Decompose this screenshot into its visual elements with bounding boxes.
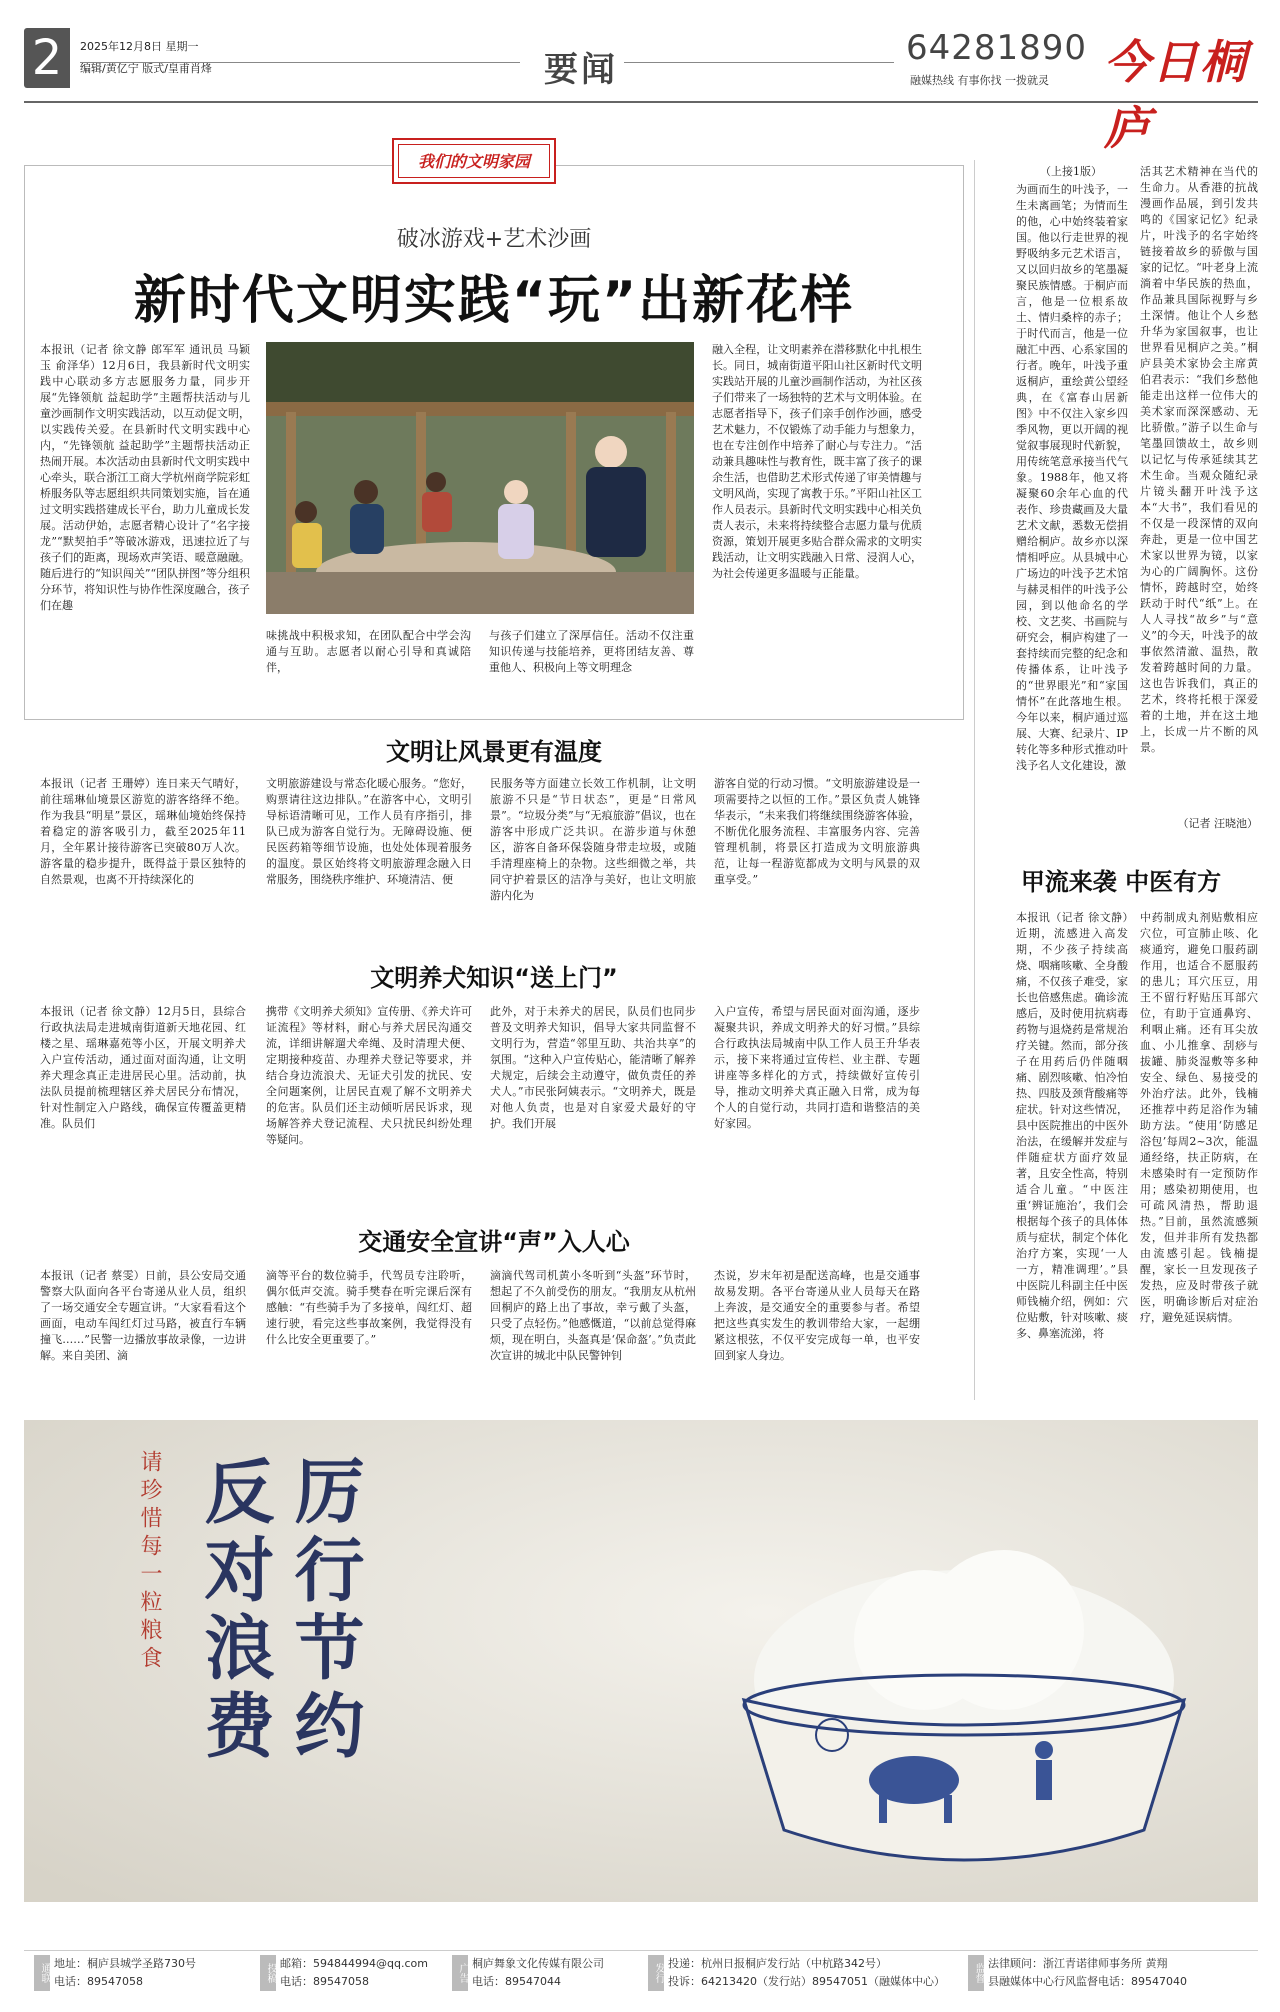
feature-col-4: 融入全程，让文明素养在潜移默化中扎根生长。同日，城南街道平阳山社区新时代文明实践站开展的儿童沙画制作活动，为社区孩子们带来了一场独特的艺术与文明体验。在志愿者指导下，孩子们亲手创作沙画，感受艺术魅力，不仅锻炼了动手能力与想象力，也在专注创作中培养了耐心与专注力。“活动兼具趣味性与教育性，既丰富了孩子的课余生活，也借助艺术形式传递了审美情趣与文明风尚，实现了寓教于乐。”平阳山社区工作人员表示。县新时代文明实践中心相关负责人表示，未来将持续整合志愿力量与优质资源，策划开展更多贴合群众需求的文明实践活动，让文明实践融入日常、浸润人心，为社会传递更多温暖与正能量。: [712, 343, 922, 580]
continued-note: （上接1版）: [1040, 165, 1102, 178]
footer-ads: [472, 1955, 604, 1991]
right-col-c: 本报讯（记者 徐文静）近期，流感进入高发期，不少孩子持续高烧、咽痛咳嗽、全身酸痛，不仅孩子难受，家长也倍感焦虑。确诊流感后，及时使用抗病毒药物与退烧药是常规治疗关键。然而，部分孩子在用药后仍伴随咽痛、剧烈咳嗽、怕冷怕热、四肢及颈背酸痛等症状。针对这些情况，县中医院推出的中医外治法，在缓解并发症与伴随症状方面疗效显著，且安全性高，特别适合儿童。“中医注重‘辨证施治’，我们会根据每个孩子的具体体质与症状，制定个体化治疗方案，实现‘一人一方，精准调理’。”县中医院儿科副主任中医师钱楠介绍，例如：穴位贴敷，针对咳嗽、痰多、鼻塞流涕，将: [1016, 911, 1128, 1340]
editor-line: 编辑/黄亿宁 版式/皇甫肖烽: [80, 62, 212, 75]
article-2-col-3: 民服务等方面建立长效工作机制，让文明旅游不只是“节日状态”，更是“日常风景”。“垃圾分类”与“无痕旅游”倡议，也在游客中形成广泛共识。在游步道与休憩区，游客自备环保袋随身带走垃圾，或随手清理座椅上的杂物。这些细微之举，共同守护着景区的洁净与美好，也让文明旅游内化为: [490, 777, 696, 902]
slogan-large-1: 厉行节约: [283, 1455, 366, 1767]
column-tag: [392, 138, 556, 184]
delivery: 投递：杭州日报桐庐发行站（中杭路342号）: [668, 1957, 887, 1970]
article-3-title: 文明养犬知识“送上门”: [370, 964, 618, 992]
article-4-col-4: 杰说，岁末年初是配送高峰，也是交通事故易发期。各平台寄递从业人员每天在路上奔波，是交通安全的重要参与者。希望把这些真实发生的教训带给大家，一起绷紧这根弦，不仅平安完成每一单，也平安回到家人身边。: [714, 1269, 920, 1362]
footer-submission: [280, 1955, 428, 1991]
legal-advisor: 法律顾问：浙江青诺律师事务所 黄翔: [988, 1957, 1168, 1970]
feature-headline: 新时代文明实践“玩”出新花样: [133, 271, 855, 331]
phone: 电话：89547058: [280, 1975, 369, 1988]
article-2-col-2: 文明旅游建设与常态化暖心服务。“您好，购票请往这边排队。”在游客中心，文明引导标语清晰可见，工作人员有序指引，排队已成为游客自觉行为。无障碍设施、便民医药箱等细节设施，也处处体现着服务的温度。景区始终将文明旅游理念融入日常服务，围绕秩序维护、环境清洁、便: [266, 777, 472, 886]
complaints: 投诉：64213420（发行站）89547051（融媒体中心）: [668, 1975, 945, 1988]
right-col-d: 中药制成丸剂贴敷相应穴位，可宣肺止咳、化痰通窍，避免口服药副作用，也适合不愿服药的患儿；耳穴压豆，用王不留行籽贴压耳部穴位，有助于宣通鼻窍、利咽止痛。还有耳尖放血、小儿推拿、刮痧与拔罐、肺炎湿敷等多种安全、绿色、易接受的外治疗法。此外，钱楠还推荐中药足浴作为辅助方法。“使用‘防感足浴包’每周2~3次，能温通经络，扶正防病，在未感染时有一定预防作用；感染初期使用，也可疏风清热，帮助退热。”目前，虽然流感频发，但并非所有发热都由流感引起。钱楠提醒，家长一旦发现孩子发热，应及时带孩子就医，明确诊断后对症治疗，避免延误病情。: [1140, 911, 1258, 1324]
byline: （记者 汪晓池）: [1177, 817, 1258, 830]
masthead-meta: [80, 36, 212, 80]
column-tag-label: 我们的文明家园: [398, 144, 550, 178]
pavilion-photo-illustration: [266, 342, 694, 614]
article-4-col-1: 本报讯（记者 蔡雯）日前，县公安局交通警察大队面向各平台寄递从业人员，组织了一场交通安全专题宣讲。“大家看看这个画面，电动车闯红灯过马路，被直行车辆撞飞……”民警一边播放事故录像，一边讲解。来自美团、滴: [40, 1269, 246, 1362]
ad-company: 桐庐舞象文化传媒有限公司: [472, 1957, 604, 1970]
feature-col-3: 与孩子们建立了深厚信任。活动不仅注重知识传递与技能培养，更将团结友善、尊重他人、积极向上等文明理念: [489, 629, 694, 674]
supervision-phone: 县融媒体中心行风监督电话：89547040: [988, 1975, 1187, 1988]
address: 地址：桐庐县城学圣路730号: [54, 1957, 196, 1970]
date-line: 2025年12月8日 星期一: [80, 40, 199, 53]
article-2-title: 文明让风景更有温度: [386, 738, 602, 766]
right-col-b: 活其艺术精神在当代的生命力。从香港的抗战漫画作品展，到引发共鸣的《国家记忆》纪录片，叶浅予的名字始终链接着故乡的骄傲与国家的记忆。“叶老身上流淌着中华民族的热血，作品兼具国际视野与乡土深情。他让个人乡愁升华为家国叙事，也让世界看见桐庐之美。”桐庐县美术家协会主席黄伯君表示：“我们乡愁他能走出这样一位伟大的美术家而深深感动、无比骄傲。”游子以生命与笔墨回馈故土，故乡则以记忆与传承延续其艺术生命。当观众随纪录片镜头翻开叶浅予这本“大书”，我们看见的不仅是一段深情的双向奔赴，更是一位中国艺术家以世界为镜，以家为心的广阔胸怀。这份情怀，跨越时空，始终跃动于时代“纸”上。在人人寻找“故乡”与“意义”的今天，叶浅予的故事依然清澈、温热，散发着跨越时间的力量。这也告诉我们，真正的艺术，终将托根于深爱着的土地，并在这土地上，长成一片不断的风景。: [1140, 165, 1258, 754]
public-service-ad: [24, 1420, 1258, 1902]
slogan-large-2: 反对浪费: [193, 1455, 276, 1767]
article-3-col-4: 入户宣传，希望与居民面对面沟通，逐步凝聚共识，养成文明养犬的好习惯。”县综合行政执法局城南中队工作人员王升华表示，接下来将通过宣传栏、业主群、专题讲座等多样化的方式，持续做好宣传引导，推动文明养犬真正融入日常，成为每个人的自觉行动，共同打造和谐整洁的美好家园。: [714, 1005, 920, 1130]
footer-label: 发行: [648, 1955, 664, 1991]
footer-distribution: [668, 1955, 945, 1991]
hotline-subtitle: 融媒热线 有事你找 一拨就灵: [910, 74, 1049, 87]
feature-photo: [266, 342, 694, 614]
column-divider: [974, 160, 975, 1400]
page-number: 2: [24, 28, 70, 88]
email: 邮箱：594844994@qq.com: [280, 1957, 428, 1970]
newspaper-logo: 今日桐庐: [1104, 35, 1248, 155]
feature-kicker: 破冰游戏+艺术沙画: [396, 227, 592, 252]
footer-label: 监督: [968, 1955, 984, 1991]
masthead-divider: [24, 101, 1258, 103]
phone: 电话：89547044: [472, 1975, 561, 1988]
slogan-small: 请珍惜每一粒粮食: [137, 1450, 162, 1674]
masthead: [24, 24, 1258, 155]
footer-label: 广告: [452, 1955, 468, 1991]
article-2-col-1: 本报讯（记者 王珊婷）连日来天气晴好，前往瑶琳仙境景区游览的游客络绎不绝。作为我县“明星”景区，瑶琳仙境始终保持着稳定的游客吸引力，截至2025年11月，全年累计接待游客已突破80万人次。游客量的稳步提升，既得益于景区独特的自然景观，也离不开持续深化的: [40, 777, 246, 886]
hotline-number: 64281890: [906, 28, 1088, 68]
footer: [24, 1950, 1258, 1994]
masthead-rule: [80, 62, 520, 63]
article-5-title: 甲流来袭 中医有方: [1020, 868, 1222, 896]
article-3-col-3: 此外，对于未养犬的居民，队员们也同步普及文明养犬知识，倡导大家共同监督不文明行为，营造“邻里互助、共治共享”的氛围。“这种入户宣传贴心，能清晰了解养犬规定，后续会主动遵守，做负责任的养犬人。”市民张阿姨表示。“文明养犬，既是对他人负责，也是对自家爱犬最好的守护。我们开展: [490, 1005, 696, 1130]
right-col-a: 为画而生的叶浅予，一生未离画笔；为情而生的他，心中始终装着家国。他以行走世界的视野吸纳多元艺术语言，又以回归故乡的笔墨凝聚民族情感。于桐庐而言，他是一位根系故土、情归桑梓的赤子；于时代而言，他是一位融汇中西、心系家国的行者。晚年，叶浅予重返桐庐，重绘黄公望经典，在《富春山居新图》中不仅注入家乡四季风物，更以开阔的视觉叙事展现时代新貌，用传统笔意承接当代气象。1988年，他又将凝聚60余年心血的代表作、珍贵藏画及大量艺术文献，悉数无偿捐赠给桐庐。故乡亦以深情相呼应。从县城中心广场边的叶浅予艺术馆与赫灵相伴的叶浅予公园，到以他命名的学校、文艺奖、书画院与研究会，桐庐构建了一套持续而完整的纪念和传播体系，让叶浅予的“世界眼光”和“家国情怀”在此落地生根。今年以来，桐庐通过巡展、大赛、纪录片、IP转化等多种形式推动叶浅予名人文化建设，激: [1016, 183, 1128, 772]
feature-col-1: 本报讯（记者 徐文静 郎军军 通讯员 马颖玉 俞泽华）12月6日，我县新时代文明实践中心联动多方志愿服务力量，同步开展“先锋领航 益起助学”主题帮扶活动与儿童沙画制作文明实践活动，以互动促文明，以实践传关爱。在县新时代文明实践中心内，“先锋领航 益起助学”主题帮扶活动正热闹开展。本次活动由县新时代文明实践中心牵头，联合浙江工商大学杭州商学院彩虹桥服务队等志愿组织共同策划实施，旨在通过文明实践搭建成长平台，助力儿童成长发展。活动伊始，志愿者精心设计了“名字接龙”“默契拍手”等破冰游戏，迅速拉近了与孩子们的距离，现场欢声笑语、暖意融融。随后进行的“知识闯关”“团队拼图”等分组积分环节，将知识性与协作性深度融合，孩子们在趣: [40, 343, 250, 612]
footer-supervision: [988, 1955, 1187, 1991]
article-4-col-3: 滴滴代驾司机黄小冬听到“头盔”环节时，想起了不久前受伤的朋友。“我朋友从杭州回桐庐的路上出了事故，幸亏戴了头盔，只受了点轻伤。”他感慨道，“以前总觉得麻烦，现在明白，头盔真是‘保命盔’。”负责此次宣讲的城北中队民警钟钊: [490, 1269, 696, 1362]
article-3-col-1: 本报讯（记者 徐文静）12月5日，县综合行政执法局走进城南街道新天地花园、红楼之星、瑶琳嘉苑等小区，开展文明养犬入户宣传活动，通过面对面沟通，让文明养犬理念真正走进居民心里。活动前，执法队员提前梳理辖区养犬居民分布情况，针对性制定入户路线，确保宣传覆盖更精准。队员们: [40, 1005, 246, 1130]
article-3-col-2: 携带《文明养犬须知》宣传册、《养犬许可证流程》等材料，耐心与养犬居民沟通交流，详细讲解遛犬牵绳、及时清理犬便、定期接种疫苗、办理养犬登记等要求，并结合身边流浪犬、无证犬引发的扰民、安全问题案例，让居民直观了解不文明养犬的危害。队员们还主动倾听居民诉求，现场解答养犬登记流程、犬只扰民纠纷处理等疑问。: [266, 1005, 472, 1146]
footer-label: 通联: [34, 1955, 50, 1991]
feature-col-2: 味挑战中积极求知，在团队配合中学会沟通与互助。志愿者以耐心引导和真诚陪伴，: [266, 629, 471, 674]
masthead-rule: [624, 62, 894, 63]
section-title: 要闻: [544, 50, 618, 90]
article-4-title: 交通安全宣讲“声”入人心: [358, 1228, 630, 1256]
article-4-col-2: 滴等平台的数位骑手，代驾员专注聆听，偶尔低声交流。骑手樊春在听完课后深有感触：“有些骑手为了多接单，闯红灯、超速行驶，看完这些事故案例，我觉得没有什么比安全更重要了。”: [266, 1269, 472, 1346]
article-2-col-4: 游客自觉的行动习惯。“文明旅游建设是一项需要持之以恒的工作。”景区负责人姚锋华表示，“未来我们将继续围绕游客体验，不断优化服务流程、丰富服务内容、完善管理机制，将景区打造成为文明旅游典范，让每一程游览都成为文明与风景的双重享受。”: [714, 777, 920, 886]
footer-label: 投稿: [260, 1955, 276, 1991]
footer-contact: [54, 1955, 196, 1991]
phone: 电话：89547058: [54, 1975, 143, 1988]
